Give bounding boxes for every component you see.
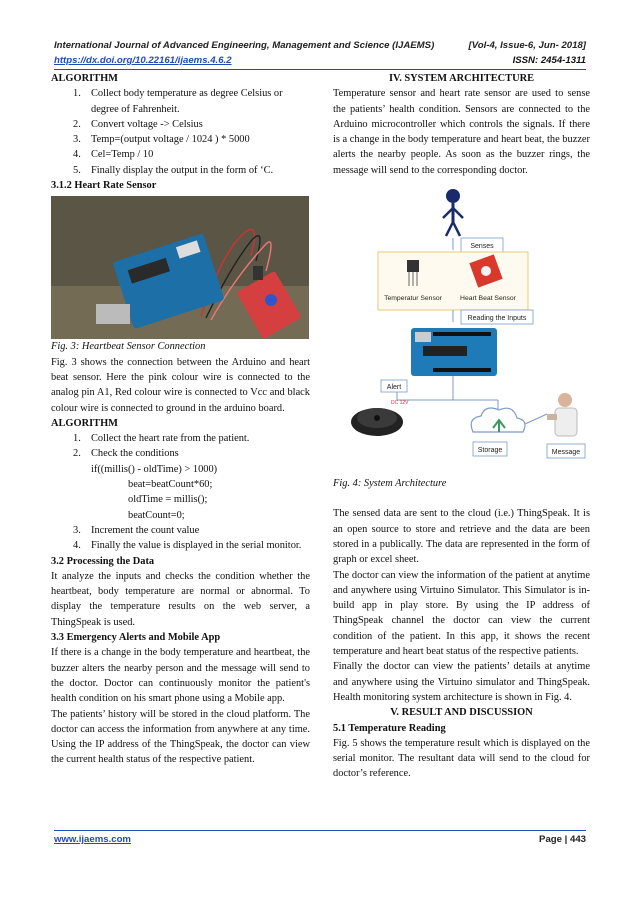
list-item: 5. Finally display the output in the form of ‘C. — [73, 164, 274, 176]
storage-label: Storage — [477, 447, 503, 455]
paragraph: If there is a change in the body temperature and heartbeat, the buzzer alters the nearby person and the message will send to the doctor. Doctor can continuously monitor the patient's health condition on his smart phone using a Mobile app. — [51, 647, 310, 705]
volume-info: [Vol-4, Issue-6, Jun- 2018] — [468, 40, 586, 51]
person-icon — [443, 189, 463, 236]
reading-inputs-label: Reading the Inputs — [467, 315, 527, 323]
temperature-sensor-icon — [407, 260, 419, 286]
buzzer-label: DC 12V — [391, 400, 409, 407]
paragraph: Finally the doctor can view the patients’ details at anytime and anywhere using the Virtuino simulator and ThingSpeak. Health monitoring system architecture is shown in Fig. 4. — [333, 661, 590, 703]
list-item: 3. Increment the count value — [73, 524, 200, 536]
running-header — [54, 40, 586, 51]
list-item: 1. Collect the heart rate from the patient. — [73, 433, 250, 445]
temperature-sensor-label: Temperatur Sensor — [384, 295, 442, 303]
paragraph: The patients’ history will be stored in the cloud platform. The doctor can access the information from anywhere at any time. Using the IP address of the ThingSpeak, the doctor can view the current health status of the respective patient. — [51, 708, 310, 766]
code-line: beat=beatCount*60; — [128, 479, 213, 491]
issn: ISSN: 2454-1311 — [512, 55, 586, 66]
section-heading: IV. SYSTEM ARCHITECTURE — [388, 73, 535, 84]
list-item: 4. Finally the value is displayed in the serial monitor. — [73, 540, 302, 552]
left-column — [51, 71, 310, 768]
figure-4-caption: Fig. 4: System Architecture — [333, 478, 447, 490]
page-footer — [54, 834, 586, 845]
message-label: Message — [551, 449, 581, 457]
list-item: 4. Cel=Temp / 10 — [73, 149, 154, 161]
right-column — [333, 71, 590, 782]
paragraph: Fig. 3 shows the connection between the Arduino and heart beat sensor. Here the pink colour wire is connected to the analog pin A1, Red colour wire is connected to Vcc and black colour wire is connected to ground in the arduino board. — [51, 356, 310, 414]
code-block — [51, 462, 310, 523]
paragraph: It analyze the inputs and checks the condition whether the heartbeat, body temperature are normal or abnormal. To display the temperature results on the web server, a ThingSpeak is used. — [51, 570, 310, 628]
list-item: 2. Check the conditions — [73, 448, 179, 460]
heartbeat-sensor-photo — [51, 196, 309, 339]
list-item: 1. Collect body temperature as degree Celsius or degree of Fahrenheit. — [73, 88, 283, 115]
header-rule — [54, 69, 586, 70]
buzzer-icon — [351, 408, 403, 436]
system-architecture-diagram — [333, 182, 590, 472]
arduino-board-icon — [411, 328, 497, 376]
figure-3-caption: Fig. 3: Heartbeat Sensor Connection — [51, 341, 206, 353]
journal-title: International Journal of Advanced Engineering, Management and Science (IJAEMS) — [54, 40, 435, 51]
doi-link[interactable]: https://dx.doi.org/10.22161/ijaems.4.6.2 — [54, 55, 232, 66]
doctor-icon — [547, 393, 577, 436]
algorithm-heading: ALGORITHM — [51, 417, 118, 429]
paragraph: Fig. 5 shows the temperature result which is displayed on the serial monitor. The resultant data will send to the cloud for doctor’s reference. — [333, 737, 590, 780]
heart-rate-algorithm-list — [51, 431, 310, 462]
code-line: if((millis() - oldTime) > 1000) — [91, 463, 218, 475]
heart-rate-algorithm-list-continued — [51, 523, 310, 554]
section-heading: 3.1.2 Heart Rate Sensor — [51, 180, 157, 192]
list-item: 3. Temp=(output voltage / 1024 ) * 5000 — [73, 134, 250, 146]
section-heading: 3.3 Emergency Alerts and Mobile App — [51, 632, 221, 644]
page-number: Page | 443 — [539, 834, 586, 845]
doi-row — [54, 55, 586, 66]
temperature-algorithm-list — [51, 86, 310, 178]
paragraph: The sensed data are sent to the cloud (i.e.) ThingSpeak. It is an open source to store and retrieve and the data are been stored in a publically. The data are represented in the form of graph or excel sheet. — [333, 508, 590, 566]
heart-beat-sensor-label: Heart Beat Sensor — [460, 295, 516, 303]
section-heading: 5.1 Temperature Reading — [333, 722, 446, 734]
architecture-svg — [333, 182, 590, 472]
website-link[interactable]: www.ijaems.com — [54, 834, 131, 845]
alert-label: Alert — [386, 384, 402, 392]
photo-illustration — [51, 196, 309, 339]
code-line: oldTime = millis(); — [128, 494, 208, 506]
paragraph: Temperature sensor and heart rate sensor are used to sense the patients’ health condition. Sensors are connected to the Arduino microcontroller which controls the signals. If there is a change in the body temperature and heart beat, the buzzer alerts the nearby people. As soon as the buzzer rings, the message will send to the corresponding doctor. — [333, 88, 590, 176]
algorithm-heading: ALGORITHM — [51, 73, 118, 84]
code-line: beatCount=0; — [128, 509, 185, 521]
arrow — [525, 414, 547, 424]
section-heading: 3.2 Processing the Data — [51, 555, 155, 567]
cloud-icon — [471, 408, 525, 432]
senses-label: Senses — [470, 243, 494, 251]
footer-rule — [54, 830, 586, 831]
list-item: 2. Convert voltage -> Celsius — [73, 118, 203, 130]
paragraph: The doctor can view the information of the patient at anytime and anywhere using Virtuino Simulator. This Simulator is in-build app in play store. By using the IP address of ThingSpeak channel the doctor can view the current condition of the patient. In this app, it shows the recent temperature and heart beat status of the respective patients. — [333, 569, 590, 658]
section-heading: V. RESULT AND DISCUSSION — [390, 707, 533, 719]
